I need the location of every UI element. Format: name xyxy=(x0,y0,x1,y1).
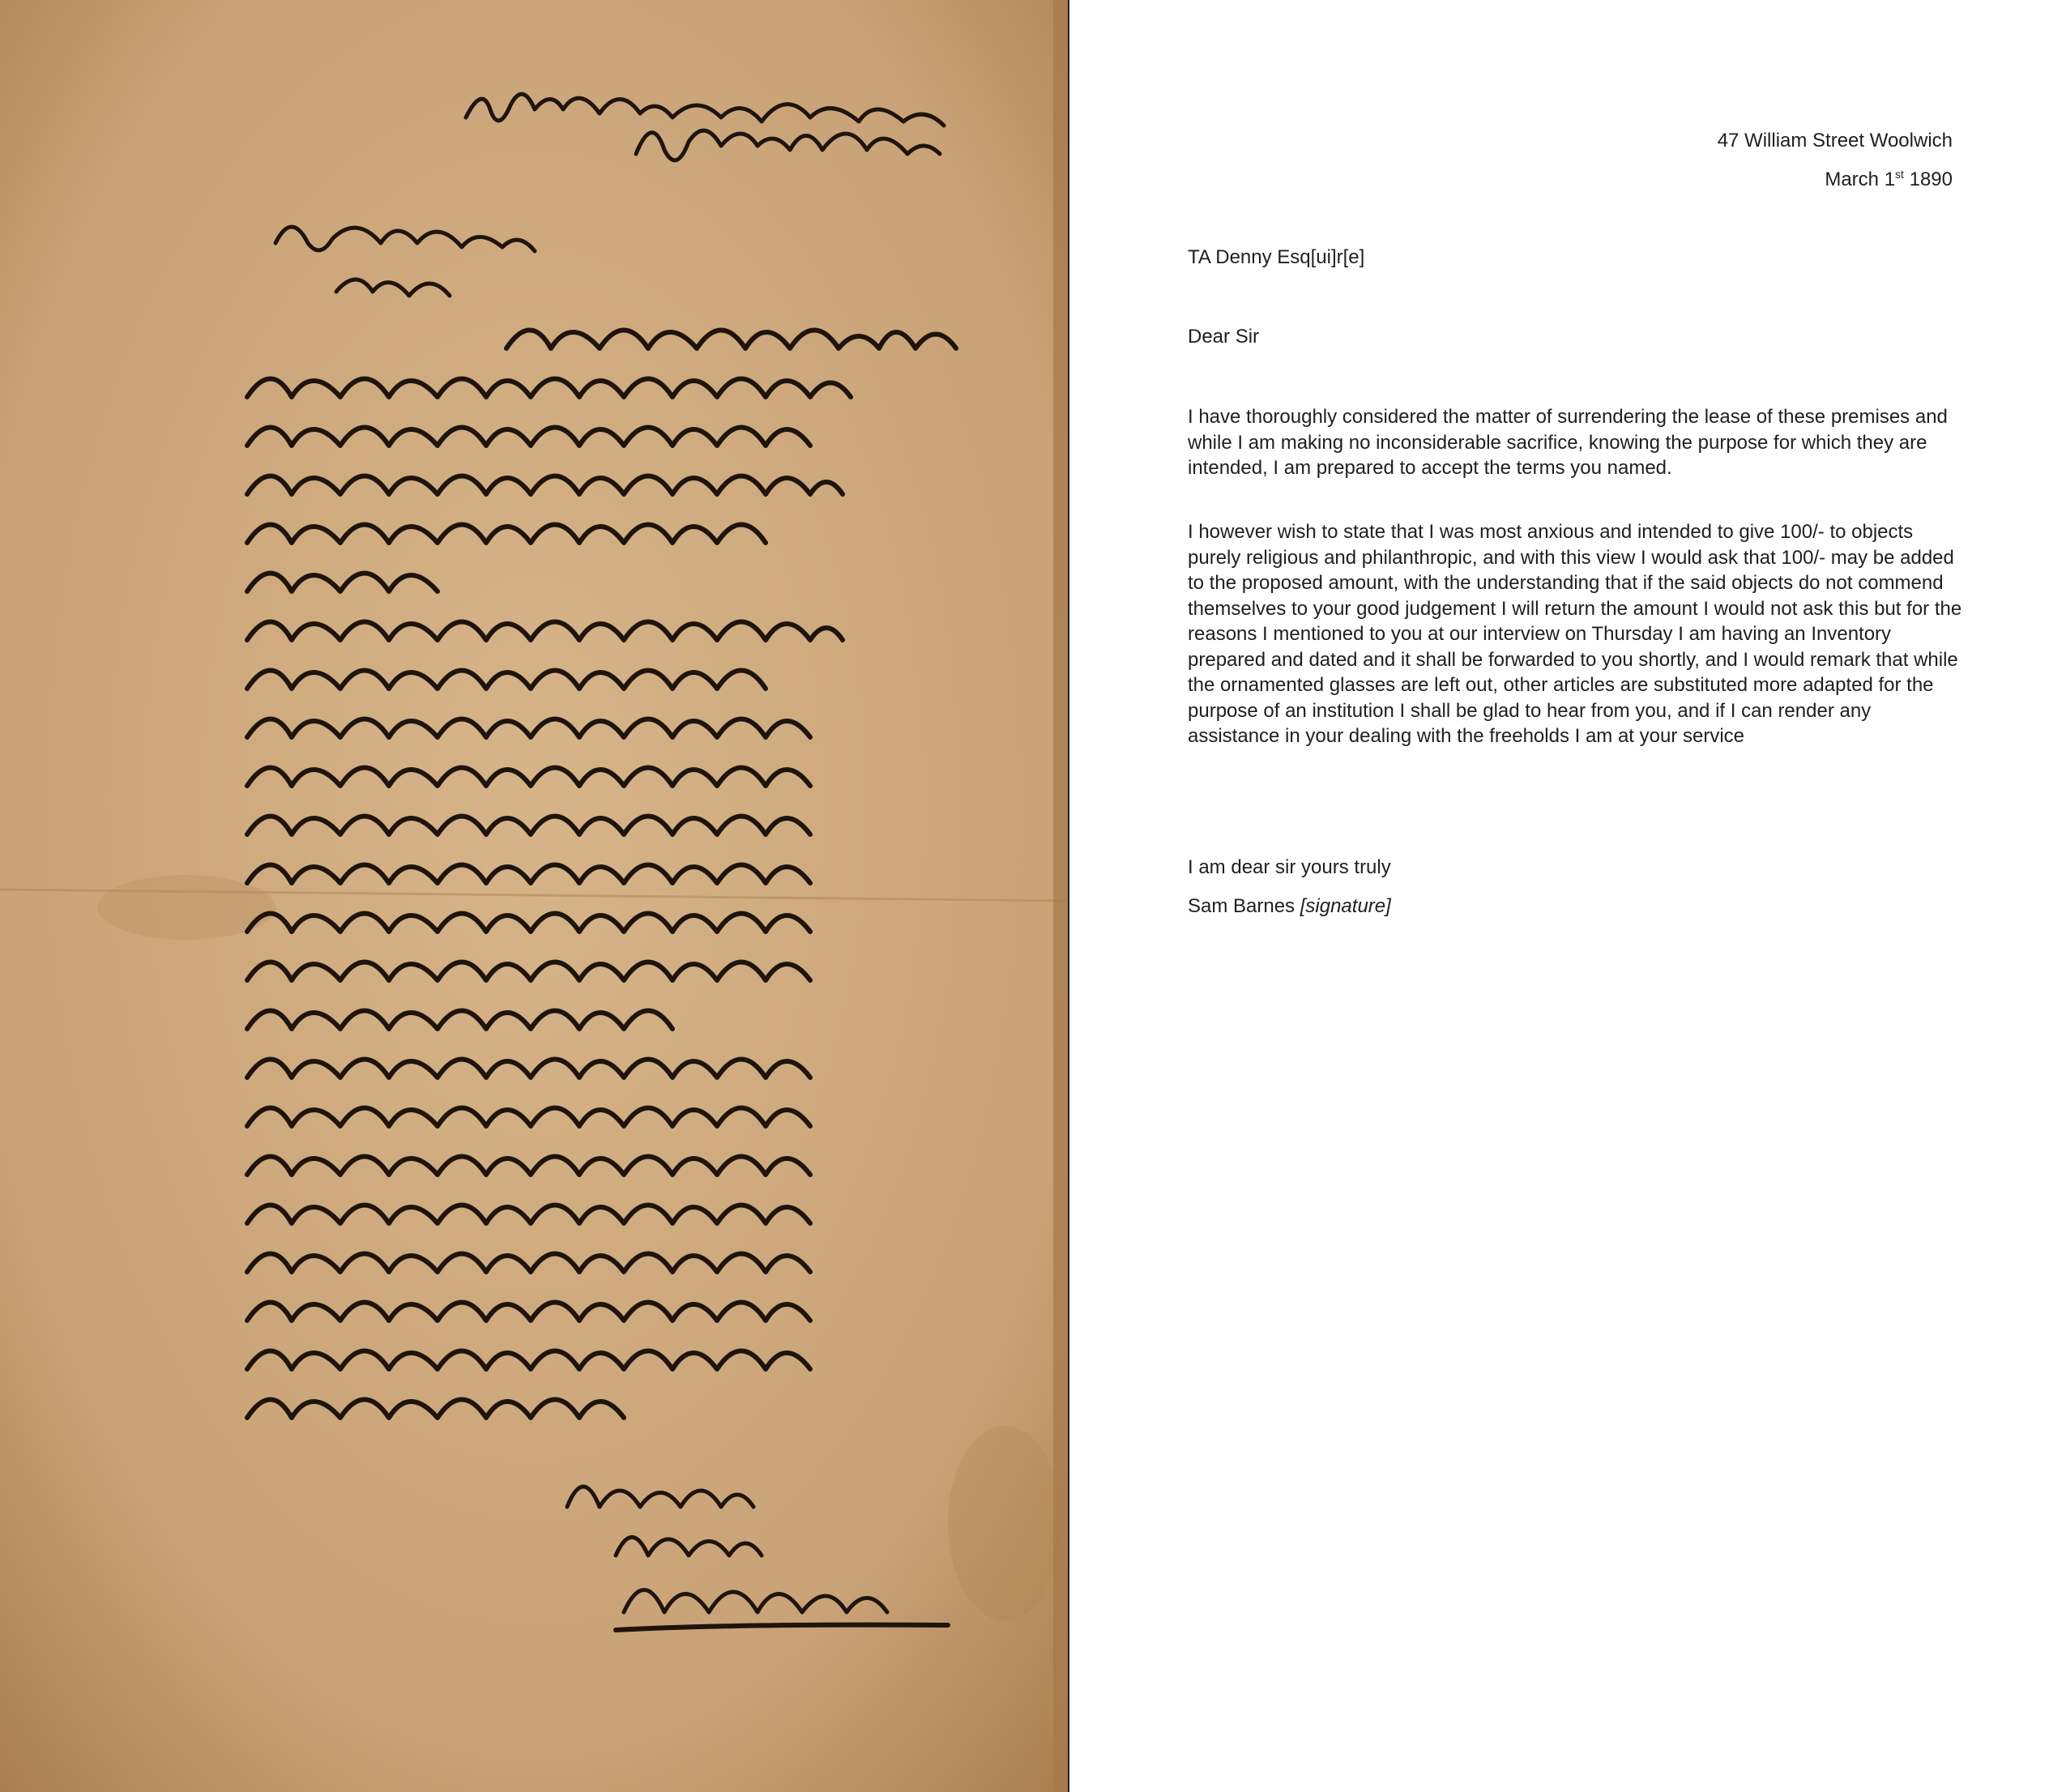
signer-name: Sam Barnes xyxy=(1188,895,1300,917)
transcription-panel xyxy=(1069,0,2066,1792)
letter-date xyxy=(1825,167,1953,193)
body-paragraph-2: I however wish to state that I was most anxious and intended to give 100/- to objects purely religious and philanthropic, and with this view I would ask that 100/- may be added to the proposed amount, with the understanding that if the said objects do not commend themselves to your good judgement I will return the amount I would not ask this but for the reasons I mentioned to you at our interview on Thursday I am having an Inventory prepared and dated and it shall be forwarded to you shortly, and I would remark that while the ornamented glasses are left out, other articles are substituted more adapted for the purpose of an institution I shall be glad to hear from you, and if I can render any assistance in your dealing with the freeholds I am at your service xyxy=(1188,521,1962,747)
sender-address: 47 William Street Woolwich xyxy=(1717,130,1953,151)
date-ordinal-suffix: st xyxy=(1895,168,1904,181)
salutation: Dear Sir xyxy=(1188,326,1260,348)
date-month-day: March 1 xyxy=(1825,169,1896,190)
recipient: TA Denny Esq[ui]r[e] xyxy=(1188,246,1365,268)
date-year: 1890 xyxy=(1903,169,1953,190)
body-paragraph-1: I have thoroughly considered the matter of surrendering the lease of these premises and while I am making no inconsiderable sacrifice, knowing the purpose for which they are intended, I am prepared to accept the terms you named. xyxy=(1188,406,1948,479)
signature-line xyxy=(1188,894,1962,919)
signature-note: [signature] xyxy=(1300,895,1391,917)
closing: I am dear sir yours truly xyxy=(1188,856,1391,878)
